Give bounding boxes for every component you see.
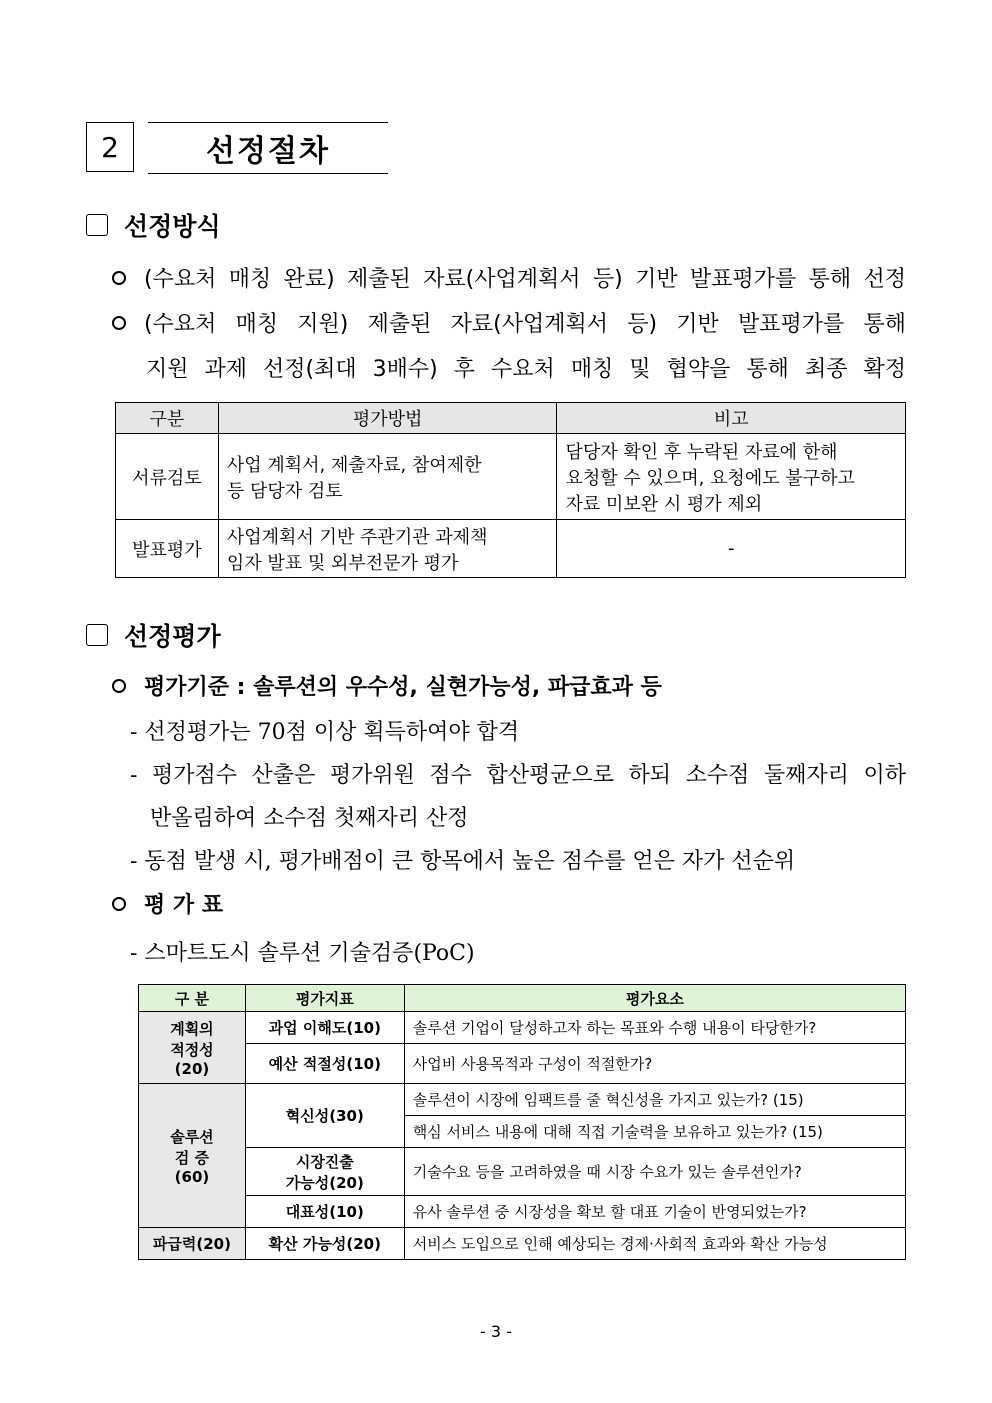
circle-bullet-icon bbox=[112, 897, 126, 911]
method-bullet-1: (수요처 매칭 완료) 제출된 자료(사업계획서 등) 기반 발표평가를 통해 선정 bbox=[112, 262, 906, 293]
element: 서비스 도입으로 인해 예상되는 경제·사회적 효과와 확산 가능성 bbox=[404, 1228, 905, 1260]
dash-item: - 동점 발생 시, 평가배점이 큰 항목에서 높은 점수를 얻은 자가 선순위 bbox=[130, 849, 796, 874]
group-category: 파급력(20) bbox=[139, 1228, 246, 1260]
indicator: 혁신성(30) bbox=[245, 1084, 404, 1148]
dash-item: - 평가점수 산출은 평가위원 점수 합산평균으로 하되 소수점 둘째자리 이하 bbox=[130, 763, 906, 788]
method-table bbox=[115, 402, 906, 578]
element: 솔루션이 시장에 임팩트를 줄 혁신성을 가지고 있는가? (15) bbox=[404, 1084, 905, 1116]
indicator: 대표성(10) bbox=[245, 1196, 404, 1228]
indicator: 예산 적절성(10) bbox=[245, 1044, 404, 1084]
header-note: 비고 bbox=[557, 403, 906, 434]
method-heading-text: 선정방식 bbox=[124, 212, 221, 241]
table-header-row bbox=[139, 985, 906, 1012]
table-row bbox=[116, 520, 906, 578]
dash-item: - 선정평가는 70점 이상 획득하여야 합격 bbox=[130, 720, 520, 745]
section-title: 선정절차 bbox=[148, 122, 388, 174]
method-bullet-2: (수요처 매칭 지원) 제출된 자료(사업계획서 등) 기반 발표평가를 통해 bbox=[112, 307, 906, 338]
criteria-bullet: 평가기준 : 솔루션의 우수성, 실현가능성, 파급효과 등 bbox=[112, 670, 662, 701]
evaluation-table bbox=[138, 984, 906, 1260]
element: 기술수요 등을 고려하였을 때 시장 수요가 있는 솔루션인가? bbox=[404, 1148, 905, 1196]
indicator: 과업 이해도(10) bbox=[245, 1012, 404, 1044]
header-category: 구분 bbox=[116, 403, 219, 434]
element: 솔루션 기업이 달성하고자 하는 목표와 수행 내용이 타당한가? bbox=[404, 1012, 905, 1044]
circle-bullet-icon bbox=[112, 679, 126, 693]
row-method: 사업계획서 기반 주관기관 과제책 임자 발표 및 외부전문가 평가 bbox=[218, 520, 557, 578]
dash-item-continued: 반올림하여 소수점 첫째자리 산정 bbox=[150, 806, 469, 831]
element: 유사 솔루션 중 시장성을 확보 할 대표 기술이 반영되었는가? bbox=[404, 1196, 905, 1228]
header-element: 평가요소 bbox=[404, 985, 905, 1012]
row-category: 서류검토 bbox=[116, 434, 219, 520]
page-number: - 3 - bbox=[480, 1322, 512, 1341]
group-category: 계획의 적정성 (20) bbox=[139, 1012, 246, 1084]
checkbox-square-icon bbox=[86, 624, 108, 646]
indicator: 시장진출 가능성(20) bbox=[245, 1148, 404, 1196]
table-row bbox=[139, 1084, 906, 1116]
table-row bbox=[139, 1012, 906, 1044]
element: 사업비 사용목적과 구성이 적절한가? bbox=[404, 1044, 905, 1084]
table-header-row bbox=[116, 403, 906, 434]
table-row bbox=[139, 1044, 906, 1084]
method-bullet-2-continued: 지원 과제 선정(최대 3배수) 후 수요처 매칭 및 협약을 통해 최종 확정 bbox=[146, 357, 906, 382]
indicator: 확산 가능성(20) bbox=[245, 1228, 404, 1260]
table-row bbox=[139, 1196, 906, 1228]
evaluation-heading bbox=[86, 617, 221, 653]
method-heading bbox=[86, 207, 221, 243]
header-category: 구 분 bbox=[139, 985, 246, 1012]
row-note: 담당자 확인 후 누락된 자료에 한해 요청할 수 있으며, 요청에도 불구하고 자료 미보완 시 평가 제외 bbox=[557, 434, 906, 520]
header-method: 평가방법 bbox=[218, 403, 557, 434]
row-category: 발표평가 bbox=[116, 520, 219, 578]
table-row bbox=[139, 1228, 906, 1260]
circle-bullet-icon bbox=[112, 271, 126, 285]
circle-bullet-icon bbox=[112, 316, 126, 330]
table-subheading: - 스마트도시 솔루션 기술검증(PoC) bbox=[130, 941, 475, 966]
checkbox-square-icon bbox=[86, 214, 108, 236]
row-note: - bbox=[557, 520, 906, 578]
table-row bbox=[139, 1148, 906, 1196]
section-number: 2 bbox=[86, 122, 134, 172]
row-method: 사업 계획서, 제출자료, 참여제한 등 담당자 검토 bbox=[218, 434, 557, 520]
header-indicator: 평가지표 bbox=[245, 985, 404, 1012]
element: 핵심 서비스 내용에 대해 직접 기술력을 보유하고 있는가? (15) bbox=[404, 1116, 905, 1148]
group-category: 솔루션 검 증 (60) bbox=[139, 1084, 246, 1228]
table-row bbox=[116, 434, 906, 520]
table-heading-bullet: 평 가 표 bbox=[112, 888, 223, 919]
evaluation-heading-text: 선정평가 bbox=[124, 622, 221, 651]
